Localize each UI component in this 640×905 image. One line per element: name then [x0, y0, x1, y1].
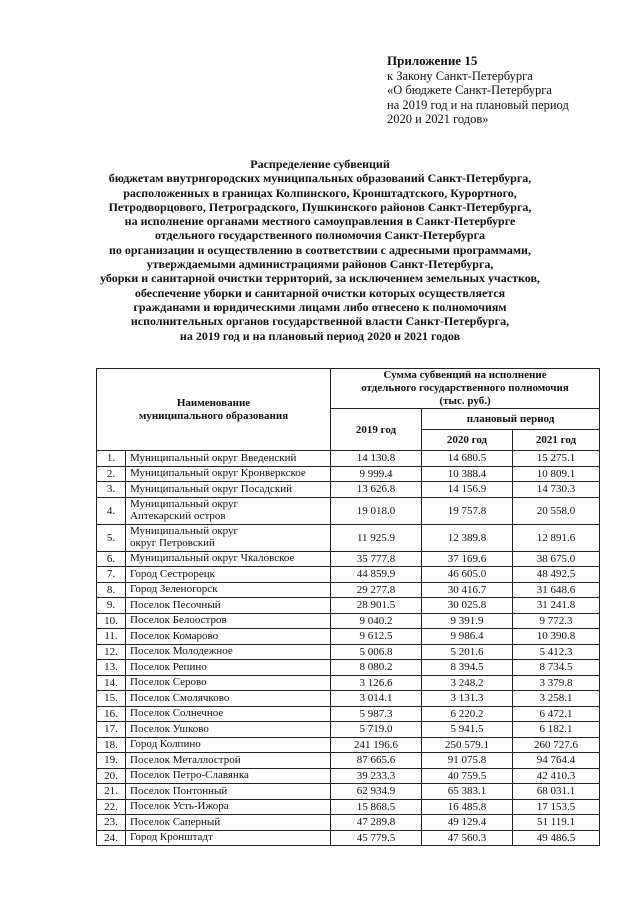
value-2019: 5 987.3	[331, 706, 422, 722]
row-number: 16.	[97, 706, 126, 722]
row-number: 15.	[97, 691, 126, 707]
value-2020: 3 131.3	[422, 691, 513, 707]
row-number: 18.	[97, 737, 126, 753]
row-number: 11.	[97, 629, 126, 645]
municipality-name: Поселок Металлострой	[126, 753, 331, 769]
municipality-name: Муниципальный округ Аптекарский остров	[126, 497, 331, 524]
row-number: 3.	[97, 482, 126, 498]
table-row	[97, 691, 600, 707]
value-2021: 9 772.3	[513, 613, 600, 629]
table-row	[97, 482, 600, 498]
value-2020: 40 759.5	[422, 768, 513, 784]
value-2020: 65 383.1	[422, 784, 513, 800]
municipality-name: Поселок Серово	[126, 675, 331, 691]
value-2020: 9 391.9	[422, 613, 513, 629]
value-2019: 15 868.5	[331, 799, 422, 815]
header-sum-line: отдельного государственного полномочия	[361, 382, 569, 394]
title-line: исполнительных органов государственной власти Санкт-Петербурга,	[130, 314, 510, 329]
document-title	[100, 157, 540, 343]
row-number: 24.	[97, 830, 126, 846]
table-row	[97, 613, 600, 629]
value-2020: 91 075.8	[422, 753, 513, 769]
table-row	[97, 784, 600, 800]
value-2020: 14 156.9	[422, 482, 513, 498]
municipality-name: Поселок Песочный	[126, 598, 331, 614]
value-2019: 28 901.5	[331, 598, 422, 614]
subsidies-table	[96, 368, 600, 846]
value-2020: 5 201.6	[422, 644, 513, 660]
value-2019: 62 934.9	[331, 784, 422, 800]
table-row	[97, 768, 600, 784]
table-row	[97, 598, 600, 614]
row-number: 14.	[97, 675, 126, 691]
header-name-line: Наименование	[176, 396, 251, 409]
row-number: 9.	[97, 598, 126, 614]
value-2020: 49 129.4	[422, 815, 513, 831]
header-name	[97, 369, 331, 451]
value-2019: 47 289.8	[331, 815, 422, 831]
title-line: на исполнение органами местного самоуправления в Санкт-Петербурге	[124, 214, 516, 229]
value-2021: 260 727.6	[513, 737, 600, 753]
value-2019: 39 233.3	[331, 768, 422, 784]
value-2021: 51 119.1	[513, 815, 600, 831]
value-2021: 15 275.1	[513, 451, 600, 467]
table-row	[97, 582, 600, 598]
value-2019: 11 925.9	[331, 524, 422, 551]
value-2021: 12 891.6	[513, 524, 600, 551]
value-2020: 6 220.2	[422, 706, 513, 722]
value-2019: 9 999.4	[331, 466, 422, 482]
value-2021: 31 648.6	[513, 582, 600, 598]
title-line: уборки и санитарной очистки территорий, за исключением земельных участков,	[100, 271, 540, 286]
row-number: 19.	[97, 753, 126, 769]
value-2019: 44 859.9	[331, 567, 422, 583]
table-row	[97, 451, 600, 467]
appendix-line: 2020 и 2021 годов»	[387, 112, 489, 126]
value-2021: 42 410.3	[513, 768, 600, 784]
title-line: обеспечение уборки и санитарной очистки которых осуществляется	[134, 285, 506, 300]
municipality-name: Поселок Комарово	[126, 629, 331, 645]
row-number: 22.	[97, 799, 126, 815]
value-2019: 241 196.6	[331, 737, 422, 753]
value-2021: 48 492.5	[513, 567, 600, 583]
table-row	[97, 706, 600, 722]
value-2020: 10 388.4	[422, 466, 513, 482]
value-2021: 17 153.5	[513, 799, 600, 815]
row-number: 13.	[97, 660, 126, 676]
value-2019: 19 018.0	[331, 497, 422, 524]
value-2021: 14 730.3	[513, 482, 600, 498]
title-line: Распределение субвенций	[250, 157, 390, 171]
row-number: 5.	[97, 524, 126, 551]
value-2020: 30 025.8	[422, 598, 513, 614]
header-sum-line: (тыс. руб.)	[439, 395, 491, 407]
municipality-name: Город Сестрорецк	[126, 567, 331, 583]
value-2019: 3 126.6	[331, 675, 422, 691]
value-2021: 49 486.5	[513, 830, 600, 846]
value-2021: 5 412.3	[513, 644, 600, 660]
value-2020: 47 560.3	[422, 830, 513, 846]
municipality-name: Поселок Молодежное	[126, 644, 331, 660]
municipality-name: Поселок Понтонный	[126, 784, 331, 800]
row-number: 4.	[97, 497, 126, 524]
table-row	[97, 830, 600, 846]
header-sum	[331, 369, 600, 409]
value-2021: 8 734.5	[513, 660, 600, 676]
municipality-name: Поселок Репино	[126, 660, 331, 676]
value-2020: 14 680.5	[422, 451, 513, 467]
row-number: 21.	[97, 784, 126, 800]
value-2019: 8 080.2	[331, 660, 422, 676]
title-line: Петродворцового, Петроградского, Пушкинского районов Санкт-Петербурга,	[108, 199, 532, 214]
municipality-name: Поселок Саперный	[126, 815, 331, 831]
municipality-name: Город Кронштадт	[126, 830, 331, 846]
value-2020: 16 485.8	[422, 799, 513, 815]
municipality-name: Город Зеленогорск	[126, 582, 331, 598]
header-2021: 2021 год	[513, 430, 600, 451]
value-2019: 3 014.1	[331, 691, 422, 707]
row-number: 2.	[97, 466, 126, 482]
value-2020: 19 757.8	[422, 497, 513, 524]
value-2020: 250 579.1	[422, 737, 513, 753]
value-2019: 9 040.2	[331, 613, 422, 629]
value-2021: 20 558.0	[513, 497, 600, 524]
value-2021: 94 764.4	[513, 753, 600, 769]
value-2019: 9 612.5	[331, 629, 422, 645]
value-2021: 3 379.8	[513, 675, 600, 691]
value-2019: 13 626.8	[331, 482, 422, 498]
appendix-line: к Закону Санкт-Петербурга	[387, 68, 533, 83]
header-sum-line: Сумма субвенций на исполнение	[383, 369, 547, 381]
title-line: утверждаемыми администрациями районов Санкт-Петербурга,	[146, 257, 494, 272]
table-row	[97, 737, 600, 753]
row-number: 8.	[97, 582, 126, 598]
row-number: 10.	[97, 613, 126, 629]
table-row	[97, 799, 600, 815]
value-2021: 6 182.1	[513, 722, 600, 738]
value-2020: 5 941.5	[422, 722, 513, 738]
municipality-name: Город Колпино	[126, 737, 331, 753]
table-row	[97, 497, 600, 524]
value-2020: 46 605.0	[422, 567, 513, 583]
value-2021: 3 258.1	[513, 691, 600, 707]
table-row	[97, 660, 600, 676]
table-row	[97, 675, 600, 691]
value-2020: 37 169.6	[422, 551, 513, 567]
municipality-name: Муниципальный округ Кронверкское	[126, 466, 331, 482]
row-number: 6.	[97, 551, 126, 567]
value-2020: 30 416.7	[422, 582, 513, 598]
header-2020: 2020 год	[422, 430, 513, 451]
table-row	[97, 524, 600, 551]
table-row	[97, 567, 600, 583]
municipality-name: Поселок Петро-Славянка	[126, 768, 331, 784]
row-number: 12.	[97, 644, 126, 660]
municipality-name: Поселок Ушково	[126, 722, 331, 738]
value-2021: 38 675.0	[513, 551, 600, 567]
municipality-name: Поселок Солнечное	[126, 706, 331, 722]
value-2020: 9 986.4	[422, 629, 513, 645]
appendix-title: Приложение 15	[387, 53, 478, 68]
value-2019: 5 006.8	[331, 644, 422, 660]
table-row	[97, 644, 600, 660]
municipality-name: Поселок Белоостров	[126, 613, 331, 629]
value-2020: 8 394.5	[422, 660, 513, 676]
value-2021: 10 809.1	[513, 466, 600, 482]
header-2019: 2019 год	[331, 409, 422, 451]
municipality-name: Поселок Усть-Ижора	[126, 799, 331, 815]
table-row	[97, 815, 600, 831]
value-2019: 14 130.8	[331, 451, 422, 467]
municipality-name: Муниципальный округ Введенский	[126, 451, 331, 467]
title-line: бюджетам внутригородских муниципальных образований Санкт-Петербурга,	[108, 171, 532, 186]
title-line: по организации и осуществлению в соответствии с адресными программами,	[109, 242, 531, 257]
header-name-line: муниципального образования	[138, 409, 289, 422]
value-2019: 29 277.8	[331, 582, 422, 598]
title-line: на 2019 год и на плановый период 2020 и 2021 годов	[179, 328, 461, 343]
row-number: 1.	[97, 451, 126, 467]
value-2019: 87 665.6	[331, 753, 422, 769]
value-2019: 5 719.0	[331, 722, 422, 738]
appendix-block	[387, 54, 627, 127]
municipality-name: Муниципальный округ Посадский	[126, 482, 331, 498]
value-2020: 12 389.8	[422, 524, 513, 551]
table-row	[97, 551, 600, 567]
table-row	[97, 753, 600, 769]
municipality-name: Поселок Смолячково	[126, 691, 331, 707]
value-2021: 68 031.1	[513, 784, 600, 800]
title-line: расположенных в границах Колпинского, Кронштадтского, Курортного,	[123, 185, 517, 200]
municipality-name: Муниципальный округ округ Петровский	[126, 524, 331, 551]
value-2021: 6 472.1	[513, 706, 600, 722]
row-number: 20.	[97, 768, 126, 784]
value-2021: 31 241.8	[513, 598, 600, 614]
title-line: отдельного государственного полномочия Санкт-Петербурга	[154, 228, 486, 243]
appendix-line: на 2019 год и на плановый период	[387, 97, 569, 112]
row-number: 23.	[97, 815, 126, 831]
row-number: 17.	[97, 722, 126, 738]
table-row	[97, 466, 600, 482]
table-row	[97, 722, 600, 738]
municipality-name: Муниципальный округ Чкаловское	[126, 551, 331, 567]
title-line: гражданами и юридическими лицами либо отнесено к полномочиям	[133, 299, 507, 314]
appendix-line: «О бюджете Санкт-Петербурга	[387, 83, 552, 97]
row-number: 7.	[97, 567, 126, 583]
value-2021: 10 390.8	[513, 629, 600, 645]
header-plan: плановый период	[422, 409, 600, 430]
value-2020: 3 248.2	[422, 675, 513, 691]
value-2019: 45 779.5	[331, 830, 422, 846]
value-2019: 35 777.8	[331, 551, 422, 567]
table-row	[97, 629, 600, 645]
